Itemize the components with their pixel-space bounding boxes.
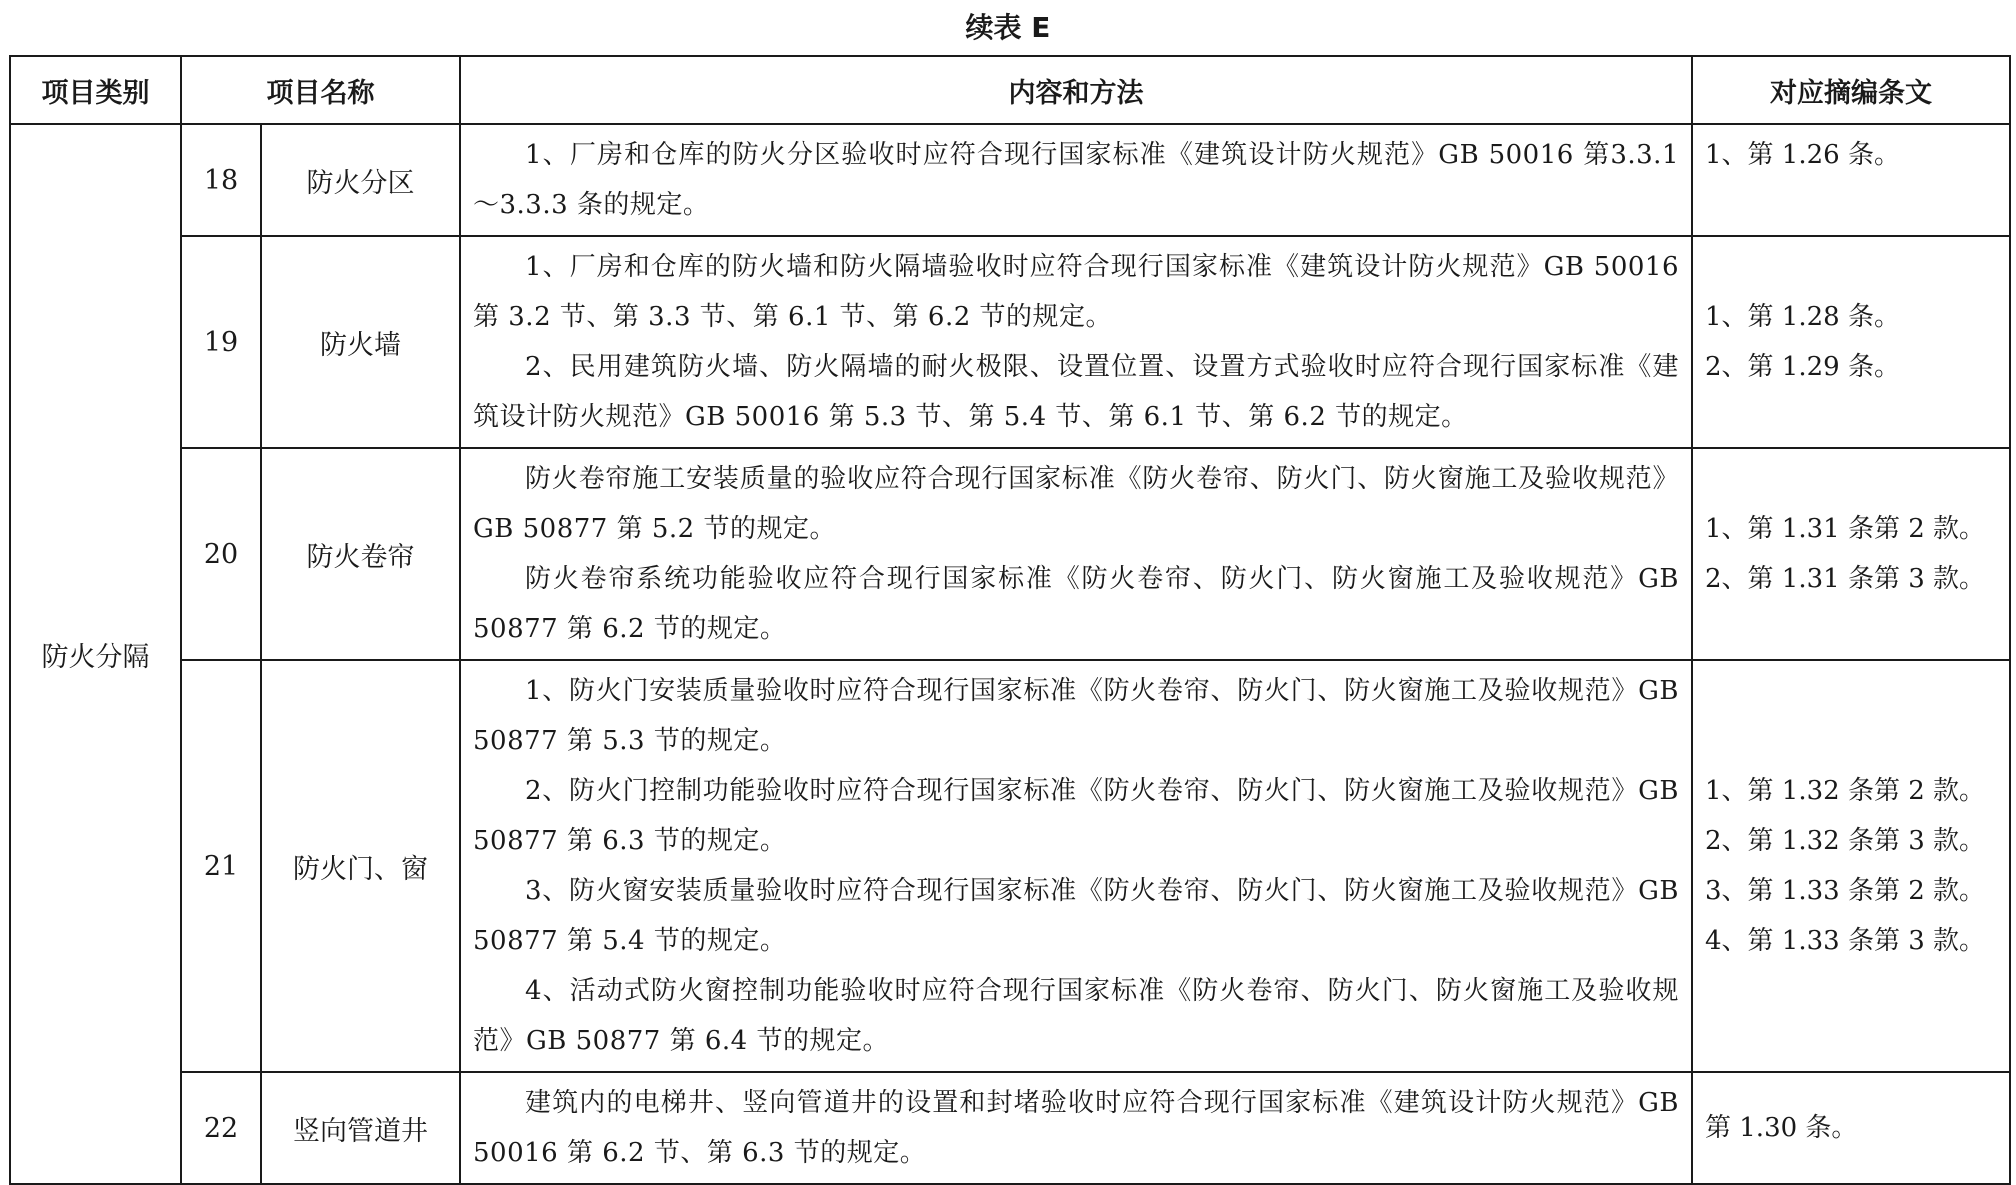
ref-entry: 2、第 1.31 条第 3 款。 <box>1705 564 1986 594</box>
item-number: 18 <box>181 124 261 236</box>
item-content <box>460 124 1692 236</box>
table-row <box>10 124 2010 236</box>
header-content: 内容和方法 <box>460 56 1692 124</box>
ref-entry: 4、第 1.33 条第 3 款。 <box>1705 926 1986 956</box>
content-paragraph: 建筑内的电梯井、竖向管道井的设置和封堵验收时应符合现行国家标准《建筑设计防火规范》GB 50016 第 6.2 节、第 6.3 节的规定。 <box>473 1088 1679 1168</box>
category-cell: 防火分隔 <box>10 124 181 1184</box>
item-content <box>460 660 1692 1072</box>
item-refs <box>1692 448 2010 660</box>
table-row <box>10 1072 2010 1184</box>
item-refs <box>1692 236 2010 448</box>
ref-entry: 1、第 1.32 条第 2 款。 <box>1705 776 1986 806</box>
ref-entry: 2、第 1.29 条。 <box>1705 352 1900 382</box>
item-name: 防火门、窗 <box>261 660 460 1072</box>
content-paragraph: 1、厂房和仓库的防火墙和防火隔墙验收时应符合现行国家标准《建筑设计防火规范》GB 50016 第 3.2 节、第 3.3 节、第 6.1 节、第 6.2 节的规定。 <box>473 252 1679 332</box>
acceptance-table <box>9 55 2011 1185</box>
item-refs <box>1692 660 2010 1072</box>
header-category: 项目类别 <box>10 56 181 124</box>
ref-entry: 2、第 1.32 条第 3 款。 <box>1705 826 1986 856</box>
content-paragraph: 4、活动式防火窗控制功能验收时应符合现行国家标准《防火卷帘、防火门、防火窗施工及验收规范》GB 50877 第 6.4 节的规定。 <box>473 976 1679 1056</box>
item-number: 20 <box>181 448 261 660</box>
content-paragraph: 1、防火门安装质量验收时应符合现行国家标准《防火卷帘、防火门、防火窗施工及验收规范》GB 50877 第 5.3 节的规定。 <box>473 676 1679 756</box>
content-paragraph: 2、民用建筑防火墙、防火隔墙的耐火极限、设置位置、设置方式验收时应符合现行国家标准《建筑设计防火规范》GB 50016 第 5.3 节、第 5.4 节、第 6.1 节、第 6.2 节的规定。 <box>473 352 1679 432</box>
table-caption: 续表 E <box>965 11 1051 44</box>
ref-entry: 1、第 1.31 条第 2 款。 <box>1705 514 1986 544</box>
table-row <box>10 448 2010 660</box>
item-name: 竖向管道井 <box>261 1072 460 1184</box>
content-paragraph: 防火卷帘系统功能验收应符合现行国家标准《防火卷帘、防火门、防火窗施工及验收规范》GB 50877 第 6.2 节的规定。 <box>473 564 1679 644</box>
item-content <box>460 448 1692 660</box>
item-number: 21 <box>181 660 261 1072</box>
item-refs <box>1692 1072 2010 1184</box>
ref-entry: 3、第 1.33 条第 2 款。 <box>1705 876 1986 906</box>
content-paragraph: 3、防火窗安装质量验收时应符合现行国家标准《防火卷帘、防火门、防火窗施工及验收规范》GB 50877 第 5.4 节的规定。 <box>473 876 1679 956</box>
ref-entry: 1、第 1.26 条。 <box>1705 140 1900 170</box>
header-name: 项目名称 <box>181 56 460 124</box>
item-name: 防火分区 <box>261 124 460 236</box>
item-content <box>460 1072 1692 1184</box>
table-row <box>10 236 2010 448</box>
content-paragraph: 防火卷帘施工安装质量的验收应符合现行国家标准《防火卷帘、防火门、防火窗施工及验收规范》GB 50877 第 5.2 节的规定。 <box>473 464 1679 544</box>
item-number: 19 <box>181 236 261 448</box>
ref-entry: 1、第 1.28 条。 <box>1705 302 1900 332</box>
item-name: 防火卷帘 <box>261 448 460 660</box>
table-row <box>10 660 2010 1072</box>
ref-entry: 第 1.30 条。 <box>1705 1113 1858 1143</box>
item-number: 22 <box>181 1072 261 1184</box>
item-refs <box>1692 124 2010 236</box>
item-content <box>460 236 1692 448</box>
content-paragraph: 2、防火门控制功能验收时应符合现行国家标准《防火卷帘、防火门、防火窗施工及验收规范》GB 50877 第 6.3 节的规定。 <box>473 776 1679 856</box>
item-name: 防火墙 <box>261 236 460 448</box>
table-header-row <box>10 56 2010 124</box>
content-paragraph: 1、厂房和仓库的防火分区验收时应符合现行国家标准《建筑设计防火规范》GB 50016 第3.3.1～3.3.3 条的规定。 <box>473 140 1679 220</box>
header-refs: 对应摘编条文 <box>1692 56 2010 124</box>
